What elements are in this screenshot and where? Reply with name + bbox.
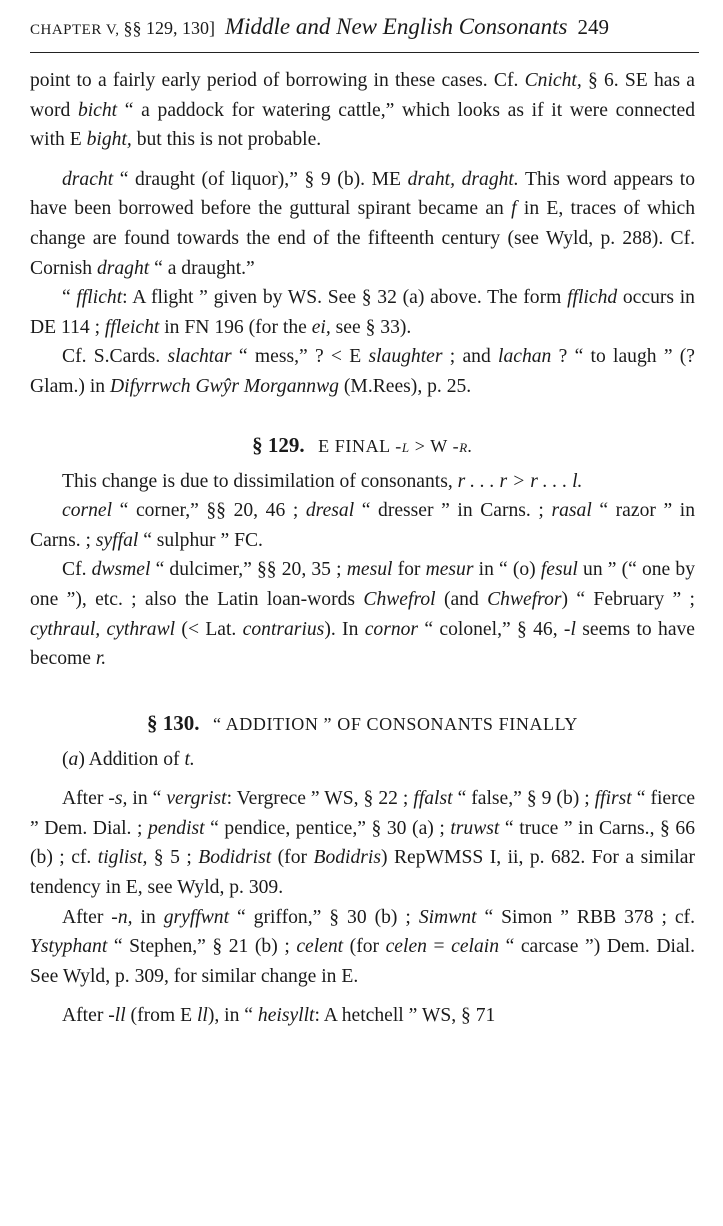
text-run: After -	[62, 788, 115, 810]
text-run: ) Addition of	[78, 748, 185, 770]
italic-text: f	[511, 198, 517, 220]
italic-text: cornor	[364, 618, 419, 640]
italic-text: Difyrrwch Gwŷr Morgannwg	[110, 375, 339, 397]
italic-text: ll	[114, 1005, 126, 1027]
italic-text: Chwefrol	[363, 588, 436, 610]
italic-text: ffleicht	[104, 316, 160, 338]
italic-text: ll	[196, 1005, 208, 1027]
text-run: (from E	[125, 1005, 197, 1027]
text-run: “ griffon,” § 30 (b) ;	[229, 906, 419, 928]
paragraph	[30, 66, 695, 155]
italic-text: fflichd	[567, 287, 618, 309]
italic-text: bight,	[86, 129, 132, 151]
section-heading-130	[30, 708, 695, 739]
italic-text: ffalst	[413, 788, 453, 810]
italic-text: r . . . r > r . . . l.	[457, 470, 583, 492]
text-run: : A hetchell ” WS, § 71	[314, 1005, 496, 1027]
text-run: in FN 196 (for the	[159, 316, 312, 338]
text-run: un ” (“ one by one ”), etc. ; also the Latin loan-words	[30, 559, 695, 610]
text-run: This change is due to dissimilation of consonants,	[62, 470, 458, 492]
text-run: “ draught (of liquor),” § 9 (b). ME	[113, 168, 408, 190]
text-run: in	[132, 906, 164, 928]
italic-text: Bodidrist	[198, 847, 272, 869]
italic-text: celent	[296, 936, 344, 958]
header-title: Middle and New English Consonants	[224, 14, 568, 39]
italic-text: slachtar	[167, 346, 232, 368]
text-run: “ colonel,” § 46, -	[418, 618, 571, 640]
text-run: ). In	[324, 618, 365, 640]
italic-text: contrarius	[242, 618, 325, 640]
text-run: > W	[409, 435, 453, 456]
italic-text: ei,	[311, 316, 331, 338]
page-body	[30, 66, 695, 1031]
italic-text: lachan	[498, 346, 552, 368]
text-run: “ a paddock for watering cattle,” which looks as if it were connected with E	[30, 99, 695, 151]
text-run: § 6. SE has a word	[30, 70, 696, 121]
text-run: E FINAL	[318, 435, 396, 456]
paragraph	[30, 342, 695, 401]
paragraph	[30, 496, 695, 555]
text-run: After -	[62, 1005, 115, 1027]
text-run: After -	[62, 906, 118, 928]
text-run: in “ (o)	[473, 559, 541, 581]
text-run: ) RepWMSS I, ii, p. 682. For a similar tendency in E, see Wyld, p. 309.	[30, 847, 695, 899]
italic-text: Chwefror	[487, 588, 562, 610]
italic-text: Simwnt	[418, 906, 477, 928]
paragraph	[30, 467, 695, 497]
text-run: “ dresser ” in Carns. ;	[354, 500, 552, 522]
italic-text: cythraul, cythrawl	[30, 618, 176, 640]
italic-text: gryffwnt	[163, 906, 230, 928]
italic-text: dresal	[305, 500, 355, 522]
italic-text: bicht	[77, 99, 118, 121]
text-run: point to a fairly early period of borrowing in these cases. Cf.	[30, 70, 525, 91]
paragraph	[30, 283, 695, 342]
text-run: seems to have become	[30, 618, 696, 670]
text-run: “ Stephen,” § 21 (b) ;	[107, 936, 297, 958]
text-run: (	[62, 748, 69, 770]
text-run: in “	[127, 788, 167, 810]
italic-text: Bodidris	[313, 847, 381, 869]
text-run: “ corner,” §§ 20, 46 ;	[112, 500, 306, 522]
italic-text: draght	[96, 257, 150, 279]
italic-text: Ystyphant	[30, 936, 108, 958]
italic-text: r.	[95, 648, 107, 670]
text-run: =	[426, 936, 452, 958]
header-chapter: CHAPTER V,	[30, 22, 120, 38]
text-run: “ mess,” ? < E	[231, 346, 369, 368]
text-run: : Vergrece ” WS, § 22 ;	[226, 788, 414, 810]
header-rule	[30, 52, 699, 53]
italic-text: slaughter	[368, 346, 443, 368]
text-run: Cf. S.Cards.	[62, 346, 168, 368]
italic-text: a	[68, 748, 79, 770]
text-run: “ fierce ” Dem. Dial. ;	[30, 788, 696, 839]
text-run: see § 33).	[330, 316, 412, 338]
italic-text: heisyllt	[257, 1005, 315, 1027]
italic-text: rasal	[551, 500, 592, 522]
text-run: (and	[435, 588, 488, 610]
section-title	[213, 714, 578, 734]
text-run: “ Simon ” RBB 378 ; cf.	[476, 906, 695, 928]
italic-text: pendist	[148, 817, 205, 839]
text-run: ? “ to laugh ” (? Glam.) in	[30, 346, 696, 397]
italic-text: l	[570, 618, 576, 640]
text-run: (for	[271, 847, 314, 869]
section-title	[318, 436, 473, 456]
italic-text: truwst	[450, 817, 500, 839]
text-run: “ false,” § 9 (b) ;	[452, 788, 595, 810]
italic-text: syffal	[95, 529, 139, 551]
text-run: “ truce ” in Carns., § 66 (b) ; cf.	[30, 817, 695, 869]
text-run: “ ADDITION ” OF CONSONANTS FINALLY	[212, 713, 579, 734]
running-header	[30, 14, 699, 46]
text-run: : A flight ” given by WS. See § 32 (a) above. The form	[122, 287, 568, 309]
italic-text: tiglist,	[97, 847, 148, 869]
text-run: “	[62, 287, 77, 309]
paragraph	[30, 1001, 695, 1031]
italic-text: dracht	[62, 168, 114, 190]
italic-text: fesul	[540, 559, 578, 581]
text-run: (M.Rees), p. 25.	[338, 375, 472, 397]
italic-text: s,	[114, 788, 128, 810]
italic-text: fflicht	[76, 287, 123, 309]
page-number: 249	[577, 15, 609, 39]
text-run: Cf.	[62, 559, 92, 581]
text-run: “ carcase ”) Dem. Dial. See Wyld, p. 309, for similar change in E.	[30, 936, 695, 987]
paragraph	[30, 555, 695, 673]
text-run: ; and	[442, 346, 499, 368]
text-run: but this is not probable.	[131, 129, 322, 151]
italic-text: celain	[451, 936, 500, 958]
paragraph	[30, 784, 695, 902]
italic-text: Cnicht,	[524, 70, 582, 91]
section-number: § 129.	[252, 432, 305, 457]
text-run: “ sulphur ” FC.	[138, 529, 263, 551]
paragraph	[30, 903, 695, 992]
italic-text: ffirst	[594, 788, 632, 810]
text-run: for	[392, 559, 426, 581]
italic-text: vergrist	[166, 788, 227, 810]
text-run: in E, traces of which change are found towards the end of the fifteenth century (see Wyld, p. 288). Cf. Cornish	[30, 198, 695, 279]
section-number: § 130.	[146, 710, 200, 735]
italic-text: dwsmel	[91, 559, 151, 581]
text-run: (for	[343, 936, 386, 958]
text-run: This word appears to have been borrowed before the guttural spirant became an	[30, 168, 695, 220]
italic-text: mesur	[425, 559, 474, 581]
italic-text: cornel	[62, 500, 113, 522]
italic-text: draht, draght.	[407, 168, 519, 190]
text-run: ), in “	[207, 1005, 258, 1027]
text-run: “ dulcimer,” §§ 20, 35 ;	[150, 559, 347, 581]
section-heading-129	[30, 430, 695, 461]
paragraph	[30, 745, 695, 775]
paragraph	[30, 165, 695, 283]
text-run: § 5 ;	[147, 847, 199, 869]
italic-text: n,	[117, 906, 133, 928]
text-run: ) “ February ” ;	[561, 588, 695, 610]
header-sections: §§ 129, 130]	[123, 18, 215, 38]
italic-text: -l	[395, 435, 410, 456]
italic-text: celen	[385, 936, 427, 958]
italic-text: mesul	[346, 559, 393, 581]
text-run: (< Lat.	[175, 618, 243, 640]
italic-text: t.	[184, 748, 195, 770]
italic-text: -r.	[452, 435, 473, 456]
text-run: “ razor ” in Carns. ;	[30, 500, 696, 551]
text-run: “ pendice, pentice,” § 30 (a) ;	[204, 817, 451, 839]
text-run: “ a draught.”	[149, 257, 255, 279]
text-run: occurs in DE 114 ;	[30, 287, 695, 338]
